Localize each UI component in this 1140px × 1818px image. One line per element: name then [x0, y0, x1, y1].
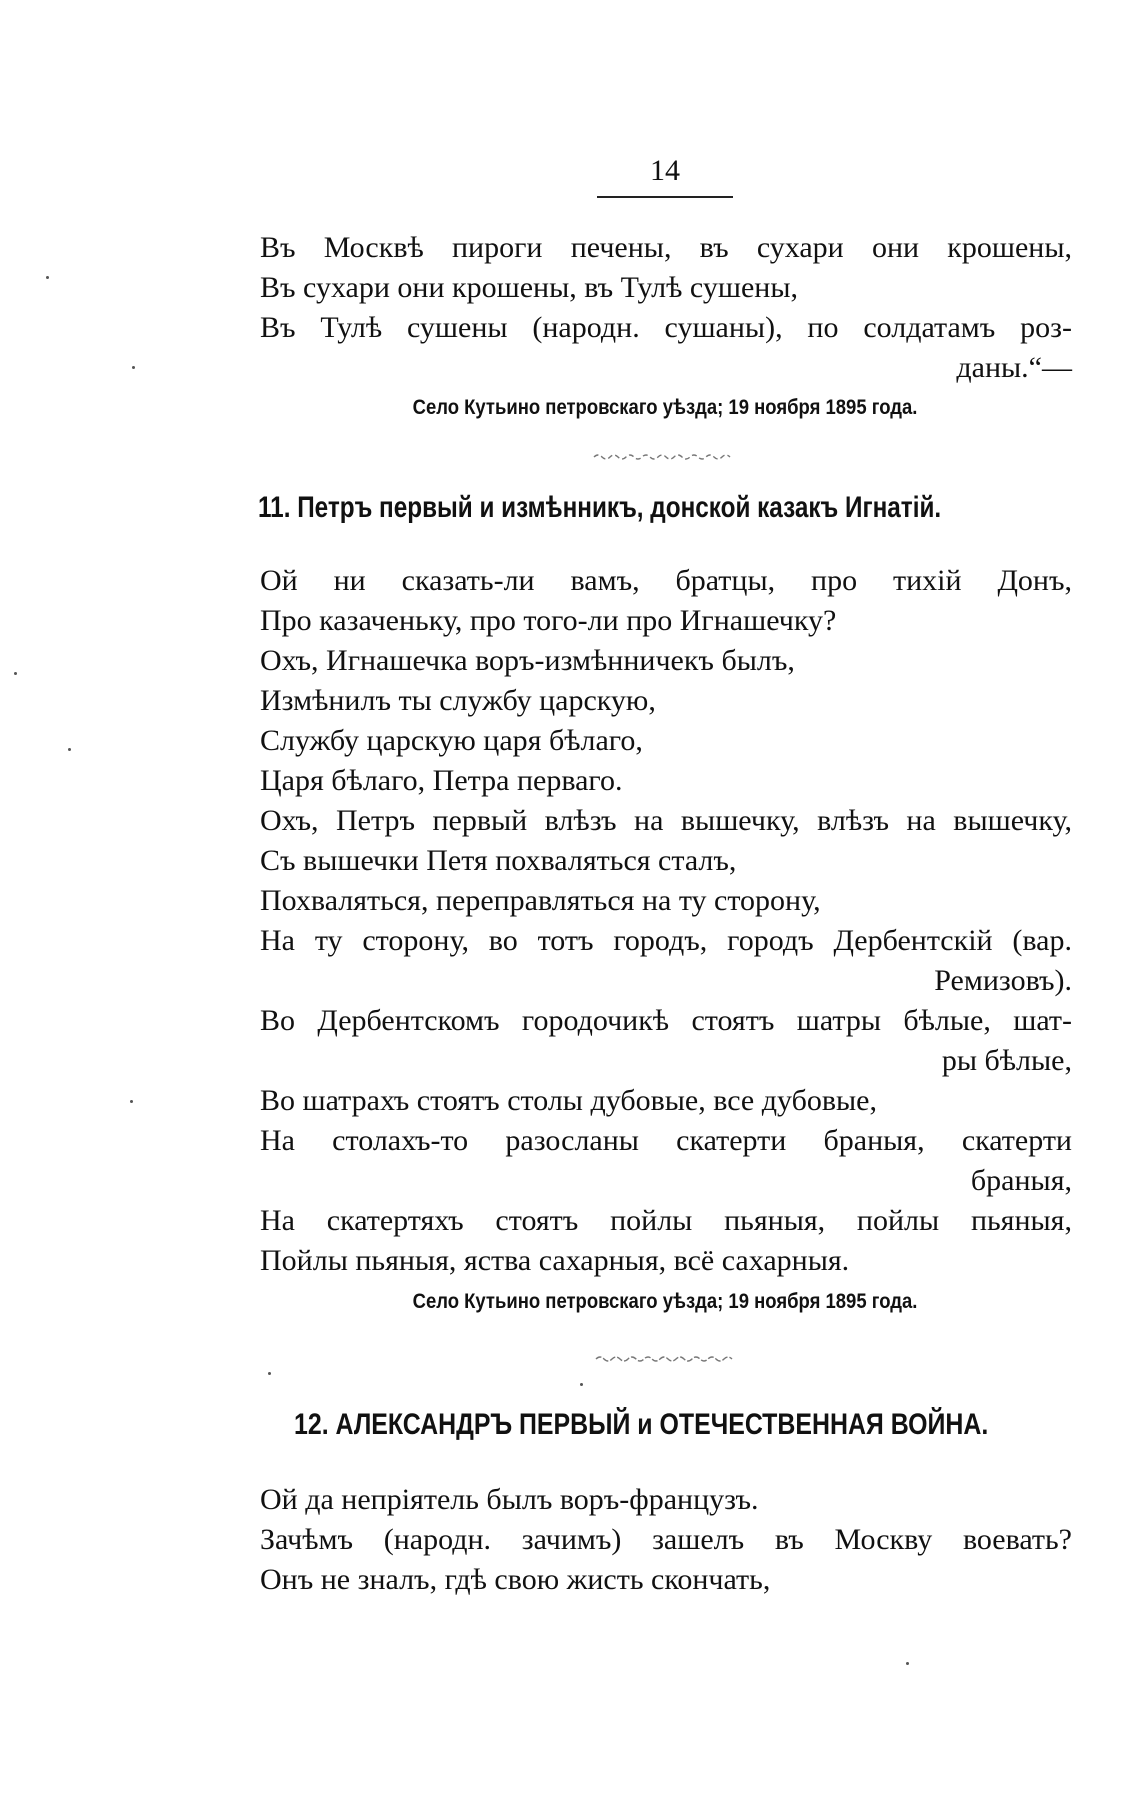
stanza-continuation: [260, 228, 1072, 388]
verse-line-continuation: Ремизовъ).: [934, 964, 1072, 997]
page-number: [0, 153, 1140, 189]
verse-line: На ту сторону, во тотъ городъ, городъ Дербентскій (вар.: [260, 924, 1072, 957]
verse-line: Измѣнилъ ты службу царскую,: [260, 684, 656, 717]
verse-line: Царя бѣлаго, Петра перваго.: [260, 764, 623, 797]
verse-line: Охъ, Игнашечка воръ-измѣнничекъ былъ,: [260, 644, 795, 677]
section-heading-12: 12. АЛЕКСАНДРЪ ПЕРВЫЙ и ОТЕЧЕСТВЕННАЯ ВОЙНА.: [294, 1408, 989, 1441]
scan-speck: [906, 1662, 909, 1665]
section-divider-ornament: [594, 1354, 740, 1364]
verse-line: Онъ не зналъ, гдѣ свою жисть скончать,: [260, 1563, 771, 1596]
verse-line: На скатертяхъ стоятъ пойлы пьяныя, пойлы пьяныя,: [260, 1204, 1072, 1237]
verse-line: Похваляться, переправляться на ту сторону,: [260, 884, 821, 917]
verse-line: Ой да непріятель былъ воръ-французъ.: [260, 1483, 759, 1516]
verse-line-continuation: браныя,: [970, 1164, 1072, 1197]
verse-line-continuation: ры бѣлые,: [941, 1044, 1072, 1077]
scan-speck: [68, 748, 71, 751]
scan-speck: [46, 276, 49, 279]
page-number-rule: [597, 196, 733, 198]
section-divider-ornament: [592, 452, 742, 462]
verse-line: Зачѣмъ (народн. зачимъ) зашелъ въ Москву воевать?: [260, 1523, 1072, 1556]
source-note: Село Кутьино петровскаго уѣзда; 19 ноября 1895 года.: [412, 396, 918, 419]
section-heading-11: 11. Петръ первый и измѣнникъ, донской казакъ Игнатій.: [258, 491, 942, 524]
verse-line: Съ вышечки Петя похваляться сталъ,: [260, 844, 737, 877]
verse-line: Пойлы пьяныя, яства сахарныя, всё сахарныя.: [260, 1244, 850, 1277]
page-number-text: 14: [650, 154, 680, 187]
verse-section-12: [260, 1480, 1072, 1600]
verse-line: Въ Москвѣ пироги печены, въ сухари они крошены,: [260, 231, 1072, 264]
verse-line: На столахъ-то разосланы скатерти браныя, скатерти: [260, 1124, 1072, 1157]
scan-speck: [268, 1372, 271, 1375]
verse-section-11: [260, 561, 1072, 1281]
verse-line: Во шатрахъ стоятъ столы дубовые, все дубовые,: [260, 1084, 877, 1117]
verse-line: Службу царскую царя бѣлаго,: [260, 724, 643, 757]
verse-line-continuation: даны.“—: [956, 351, 1072, 384]
verse-line: Ой ни сказать-ли вамъ, братцы, про тихій Донъ,: [260, 564, 1072, 597]
scan-speck: [14, 672, 17, 675]
scan-speck: [580, 1383, 583, 1386]
scan-speck: [132, 366, 135, 369]
verse-line: Охъ, Петръ первый влѣзъ на вышечку, влѣзъ на вышечку,: [260, 804, 1072, 837]
verse-line: Про казаченьку, про того-ли про Игнашечку?: [260, 604, 837, 637]
verse-line: Во Дербентскомъ городочикѣ стоятъ шатры бѣлые, шат-: [260, 1004, 1072, 1037]
verse-line: Въ Тулѣ сушены (народн. сушаны), по солдатамъ роз-: [260, 311, 1072, 344]
verse-line: Въ сухари они крошены, въ Тулѣ сушены,: [260, 271, 798, 304]
scan-speck: [130, 1100, 133, 1103]
source-note: Село Кутьино петровскаго уѣзда; 19 ноября 1895 года.: [412, 1290, 918, 1313]
